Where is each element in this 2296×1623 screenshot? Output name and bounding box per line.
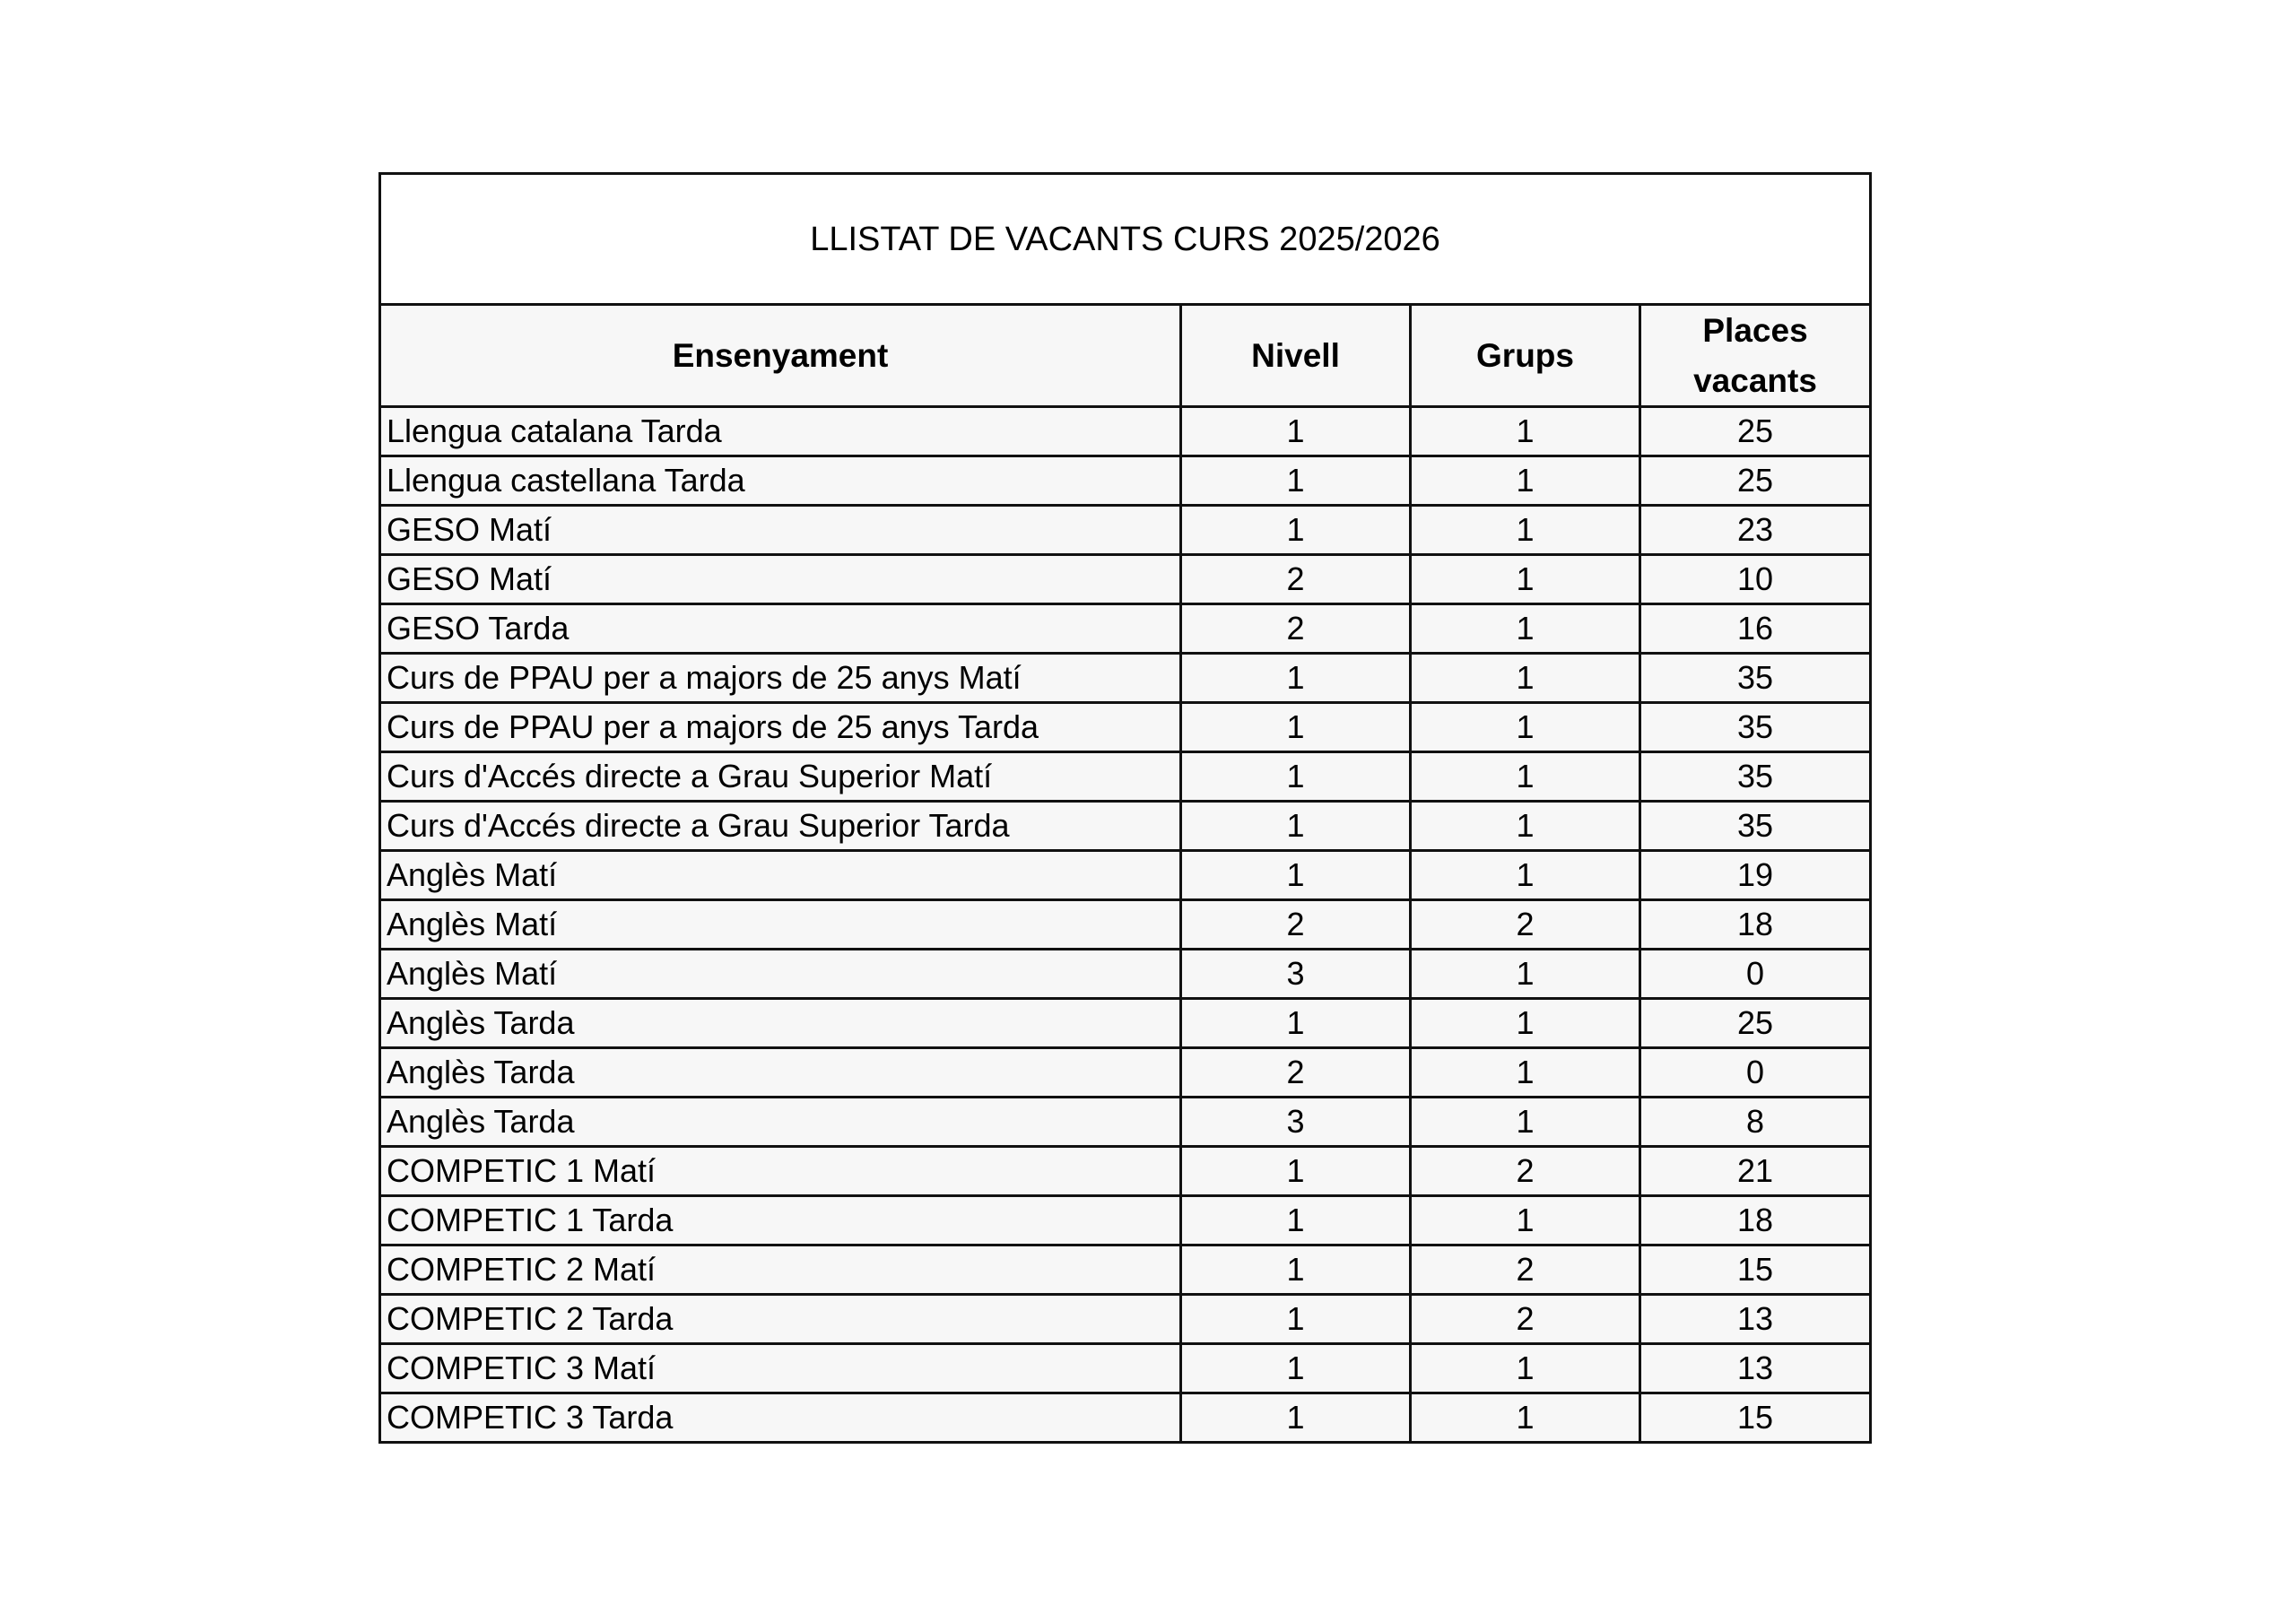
header-nivell: Nivell (1181, 305, 1411, 407)
table-title: LLISTAT DE VACANTS CURS 2025/2026 (380, 174, 1871, 305)
cell-grups: 1 (1411, 802, 1640, 851)
cell-places-vacants: 0 (1640, 1048, 1871, 1098)
table-row (380, 1245, 1871, 1295)
cell-grups: 1 (1411, 506, 1640, 555)
cell-ensenyament: Anglès Matí (380, 851, 1181, 900)
cell-ensenyament: Anglès Matí (380, 900, 1181, 950)
cell-places-vacants: 35 (1640, 703, 1871, 752)
cell-nivell: 1 (1181, 1147, 1411, 1196)
vacancies-table (378, 172, 1872, 1444)
cell-places-vacants: 15 (1640, 1393, 1871, 1443)
cell-nivell: 1 (1181, 654, 1411, 703)
cell-grups: 1 (1411, 950, 1640, 999)
cell-ensenyament: GESO Matí (380, 555, 1181, 604)
cell-ensenyament: Anglès Tarda (380, 1098, 1181, 1147)
table-row (380, 1048, 1871, 1098)
cell-places-vacants: 25 (1640, 999, 1871, 1048)
cell-ensenyament: COMPETIC 1 Tarda (380, 1196, 1181, 1245)
cell-nivell: 1 (1181, 407, 1411, 456)
cell-nivell: 1 (1181, 851, 1411, 900)
table-row (380, 1393, 1871, 1443)
cell-nivell: 2 (1181, 1048, 1411, 1098)
cell-places-vacants: 35 (1640, 802, 1871, 851)
table-row (380, 851, 1871, 900)
cell-nivell: 3 (1181, 1098, 1411, 1147)
table-row (380, 1295, 1871, 1344)
cell-grups: 1 (1411, 1098, 1640, 1147)
cell-nivell: 2 (1181, 555, 1411, 604)
cell-grups: 1 (1411, 654, 1640, 703)
table-row (380, 802, 1871, 851)
cell-ensenyament: Anglès Matí (380, 950, 1181, 999)
cell-grups: 2 (1411, 1295, 1640, 1344)
table-row (380, 555, 1871, 604)
cell-places-vacants: 19 (1640, 851, 1871, 900)
cell-places-vacants: 16 (1640, 604, 1871, 654)
table-row (380, 1196, 1871, 1245)
cell-grups: 1 (1411, 604, 1640, 654)
table-row (380, 456, 1871, 506)
cell-nivell: 1 (1181, 1295, 1411, 1344)
title-row (380, 174, 1871, 305)
cell-grups: 1 (1411, 555, 1640, 604)
table-row (380, 407, 1871, 456)
header-ensenyament: Ensenyament (380, 305, 1181, 407)
cell-ensenyament: COMPETIC 1 Matí (380, 1147, 1181, 1196)
table-row (380, 1147, 1871, 1196)
cell-grups: 1 (1411, 752, 1640, 802)
cell-ensenyament: COMPETIC 3 Tarda (380, 1393, 1181, 1443)
table-row (380, 999, 1871, 1048)
cell-nivell: 1 (1181, 1393, 1411, 1443)
cell-grups: 2 (1411, 1147, 1640, 1196)
table-row (380, 703, 1871, 752)
cell-places-vacants: 18 (1640, 900, 1871, 950)
cell-places-vacants: 25 (1640, 407, 1871, 456)
cell-places-vacants: 0 (1640, 950, 1871, 999)
cell-grups: 1 (1411, 1048, 1640, 1098)
cell-nivell: 1 (1181, 1245, 1411, 1295)
cell-grups: 1 (1411, 851, 1640, 900)
table-row (380, 1344, 1871, 1393)
cell-grups: 1 (1411, 999, 1640, 1048)
cell-grups: 1 (1411, 1344, 1640, 1393)
cell-nivell: 2 (1181, 604, 1411, 654)
cell-places-vacants: 15 (1640, 1245, 1871, 1295)
cell-grups: 1 (1411, 456, 1640, 506)
cell-grups: 1 (1411, 1196, 1640, 1245)
cell-ensenyament: Curs de PPAU per a majors de 25 anys Matí (380, 654, 1181, 703)
cell-nivell: 1 (1181, 703, 1411, 752)
cell-grups: 1 (1411, 407, 1640, 456)
cell-ensenyament: COMPETIC 2 Matí (380, 1245, 1181, 1295)
cell-ensenyament: COMPETIC 2 Tarda (380, 1295, 1181, 1344)
cell-ensenyament: GESO Matí (380, 506, 1181, 555)
cell-nivell: 1 (1181, 1344, 1411, 1393)
table-row (380, 654, 1871, 703)
cell-places-vacants: 8 (1640, 1098, 1871, 1147)
cell-ensenyament: Curs d'Accés directe a Grau Superior Matí (380, 752, 1181, 802)
table-row (380, 950, 1871, 999)
table-row (380, 900, 1871, 950)
cell-ensenyament: GESO Tarda (380, 604, 1181, 654)
header-places-vacants: Places vacants (1640, 305, 1871, 407)
cell-places-vacants: 35 (1640, 654, 1871, 703)
cell-grups: 1 (1411, 1393, 1640, 1443)
table-row (380, 752, 1871, 802)
cell-ensenyament: COMPETIC 3 Matí (380, 1344, 1181, 1393)
cell-nivell: 1 (1181, 802, 1411, 851)
cell-ensenyament: Curs de PPAU per a majors de 25 anys Tarda (380, 703, 1181, 752)
cell-places-vacants: 23 (1640, 506, 1871, 555)
cell-nivell: 1 (1181, 999, 1411, 1048)
cell-ensenyament: Anglès Tarda (380, 999, 1181, 1048)
cell-nivell: 1 (1181, 456, 1411, 506)
header-row (380, 305, 1871, 407)
cell-places-vacants: 13 (1640, 1344, 1871, 1393)
cell-places-vacants: 18 (1640, 1196, 1871, 1245)
cell-ensenyament: Curs d'Accés directe a Grau Superior Tarda (380, 802, 1181, 851)
table-row (380, 506, 1871, 555)
cell-places-vacants: 25 (1640, 456, 1871, 506)
table-row (380, 604, 1871, 654)
cell-ensenyament: Llengua catalana Tarda (380, 407, 1181, 456)
cell-nivell: 3 (1181, 950, 1411, 999)
cell-nivell: 1 (1181, 752, 1411, 802)
cell-places-vacants: 21 (1640, 1147, 1871, 1196)
cell-nivell: 1 (1181, 506, 1411, 555)
cell-nivell: 1 (1181, 1196, 1411, 1245)
cell-grups: 1 (1411, 703, 1640, 752)
cell-places-vacants: 13 (1640, 1295, 1871, 1344)
cell-grups: 2 (1411, 1245, 1640, 1295)
header-grups: Grups (1411, 305, 1640, 407)
cell-nivell: 2 (1181, 900, 1411, 950)
table-row (380, 1098, 1871, 1147)
cell-places-vacants: 35 (1640, 752, 1871, 802)
cell-ensenyament: Anglès Tarda (380, 1048, 1181, 1098)
cell-ensenyament: Llengua castellana Tarda (380, 456, 1181, 506)
cell-places-vacants: 10 (1640, 555, 1871, 604)
cell-grups: 2 (1411, 900, 1640, 950)
